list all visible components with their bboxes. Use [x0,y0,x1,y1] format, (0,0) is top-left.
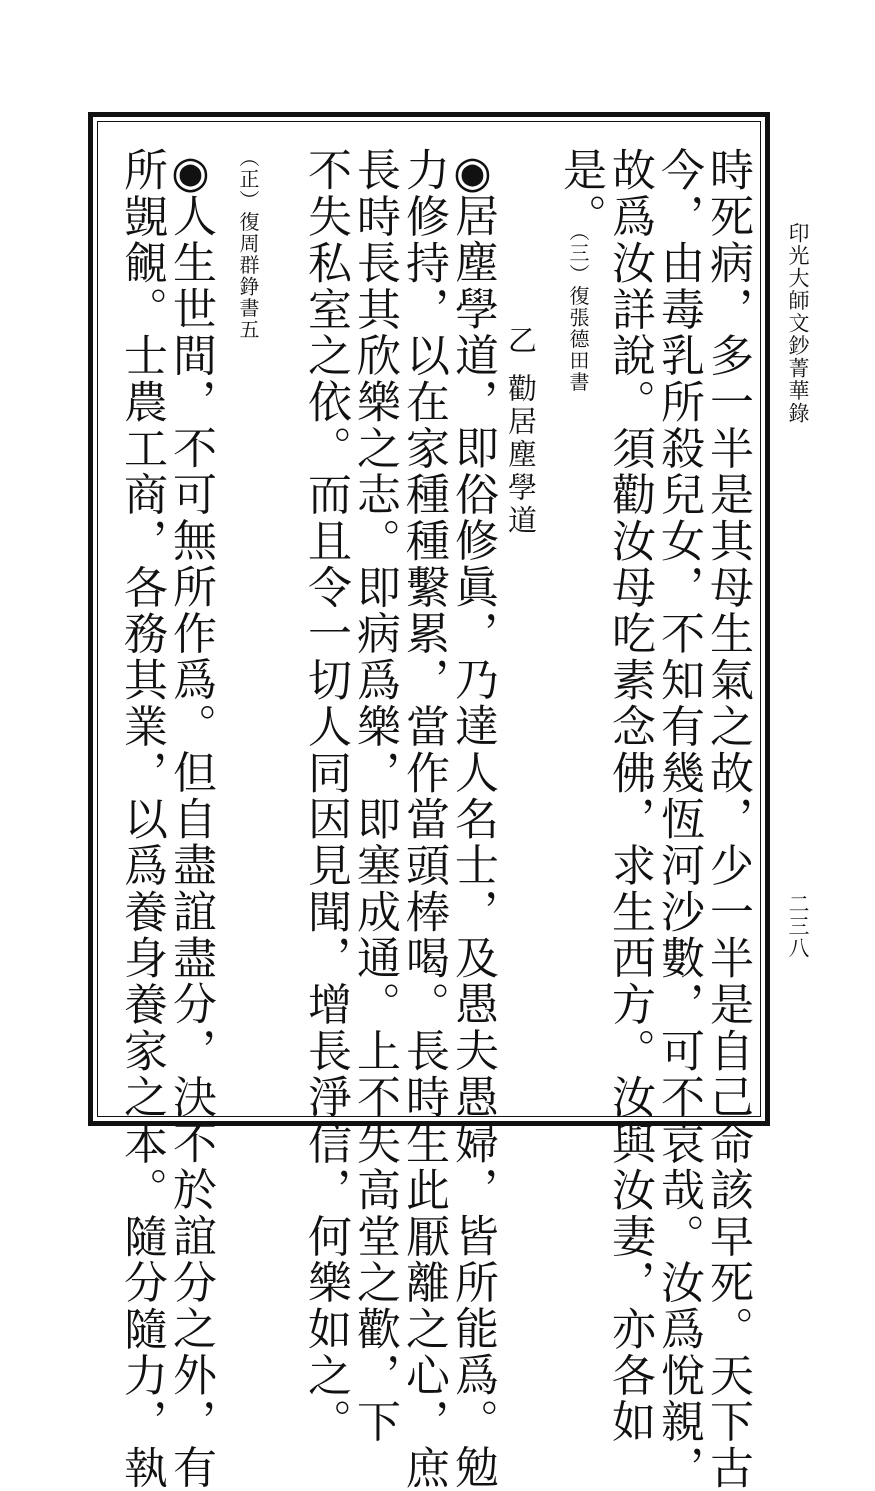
page-number: 二三八 [786,893,810,959]
text-column-3: 故爲汝詳說。須勸汝母吃素念佛，求生西方。汝與汝妻，亦各如 [604,147,655,1445]
book-title: 印光大師文鈔菁華錄 [786,222,810,425]
text-column-6 [447,147,500,1491]
text-column-11 [165,147,218,1491]
text-column-4-body: 是。 [555,147,606,240]
text-column-9: 不失私室之依。而且令一切人同因見聞，增長淨信，何樂如之。 [300,147,351,1445]
section-title: 勸居塵學道 [504,373,538,538]
letter-heading-note-2: （正）復周群錚書五 [236,147,260,341]
text-column-8: 長時長其欣樂之志。即病爲樂，即塞成通。上不失高堂之歡，下 [349,147,400,1445]
text-column-6-body: 居塵學道，即俗修眞，乃達人名士，及愚夫愚婦，皆所能爲。勉 [447,193,498,1491]
letter-heading-note: （三）復張德田書 [566,221,590,393]
text-column-4 [555,147,608,747]
bullet-mark-icon: ◉ [447,147,498,198]
text-column-7: 力修持，以在家種種繫累，當作當頭棒喝。長時生此厭離之心，庶 [398,147,449,1491]
section-heading [500,325,550,585]
text-column-11-body: 人生世間，不可無所作爲。但自盡誼盡分，決不於誼分之外，有 [165,193,216,1491]
text-column-12: 所覬覦。士農工商，各務其業，以爲養身養家之本。隨分隨力，執 [116,147,167,1491]
section-prefix: 乙 [504,325,538,358]
bullet-mark-icon-2: ◉ [165,147,216,198]
text-column-2: 今，由毒乳所殺兒女，不知有幾恆河沙數，可不哀哉。汝爲悅親， [653,147,704,1491]
text-column-1: 時死病，多一半是其母生氣之故，少一半是自己命該早死。天下古 [702,147,753,1491]
